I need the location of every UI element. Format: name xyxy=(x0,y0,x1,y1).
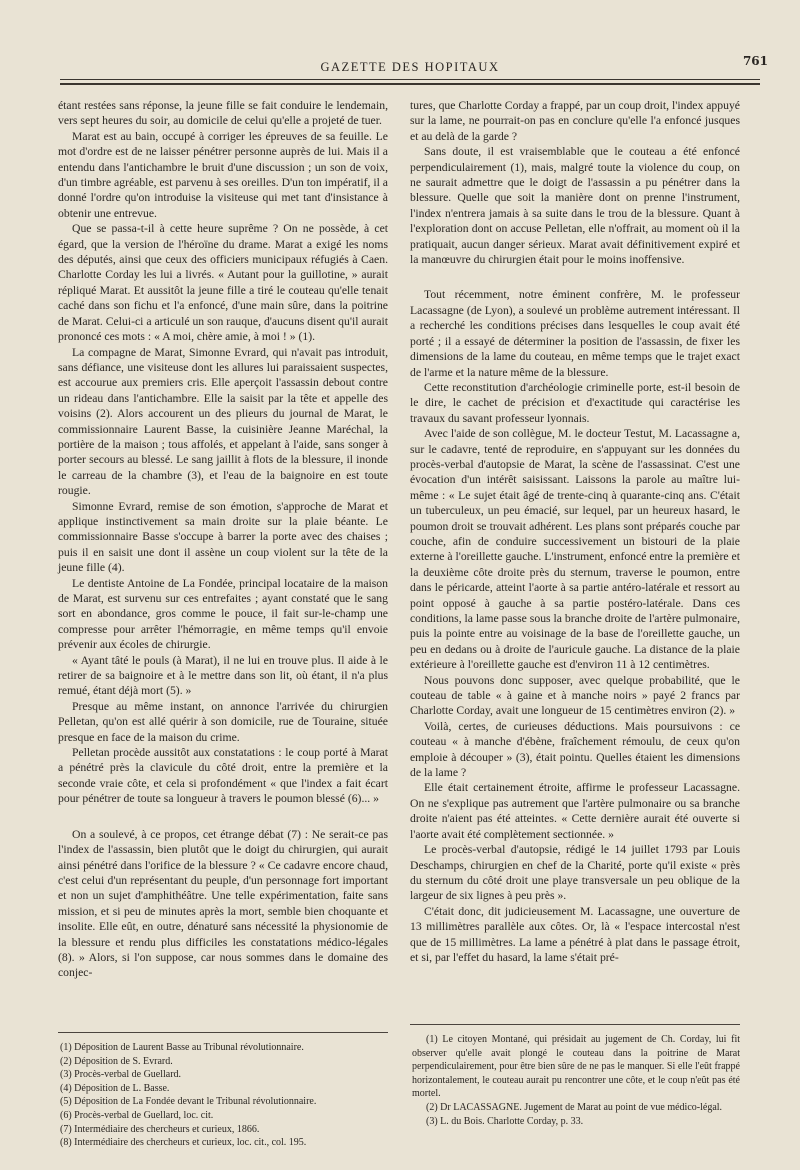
footnote: (6) Procès-verbal de Guellard, loc. cit. xyxy=(60,1109,214,1121)
paragraph: Presque au même instant, on annonce l'arrivée du chirurgien Pelletan, qu'on est allé quérir à son domicile, rue de Touraine, située presque en face de la maison du crime. xyxy=(58,699,388,744)
footnote: (3) Procès-verbal de Guellard. xyxy=(60,1069,182,1081)
paragraph: Voilà, certes, de curieuses déductions. Mais poursuivons : ce couteau « à manche d'ébène, fraîchement rémoulu, de ceux qu'on emploie à découper » (3), était pointu. Quelles étaient les dimensions de la lame ? xyxy=(410,719,740,780)
paragraph: Marat est au bain, occupé à corriger les épreuves de sa feuille. Le mot d'ordre est de ne laisser pénétrer personne auprès de lui. Mais il a entendu dans l'antichambre le bruit d'une discussion ; un son de voix, d'un timbre agréable, est parvenu à ses oreilles. D'un ton impératif, il a donné l'ordre qu'on introduise la visiteuse qui met tant d'insistance à obtenir une entrevue. xyxy=(58,129,388,220)
paragraph: Tout récemment, notre éminent confrère, M. le professeur Lacassagne (de Lyon), a soulevé un problème autrement intéressant. Il a recherché les conditions précises dans lesquelles le coup avait été porté ; il a essayé de déterminer la position de l'assassin, de fixer les dimensions de la lame du couteau, en même temps que le trajet exact de l'arme et la nature même de la blessure. xyxy=(410,288,740,379)
header-rule xyxy=(60,79,760,80)
paragraph: Simonne Evrard, remise de son émotion, s'approche de Marat et applique instinctivement sa main droite sur la plaie béante. Le commissionnaire Basse s'occupe à barrer la porte avec des chaises ; puis il en saisit une dont il assène un coup violent sur la tête de la jeune fille (4). xyxy=(58,499,388,575)
paragraph: Avec l'aide de son collègue, M. le docteur Testut, M. Lacassagne a, sur le cadavre, tenté de reproduire, en s'appuyant sur les données du procès-verbal d'autopsie de Marat, la scène de l'assassinat. C'est une évocation d'un intérêt saisissant. Laissons la parole au maître lui-même : « Le sujet était âgé de trente-cinq à quarante-cinq ans. C'était un tuberculeux, un peu émacié, sur lequel, par un heureux hasard, le poumon droit se trouvait adhérent. Les plans sont préparés couche par couche, afin de conduire successivement un bistouri de la plaie externe à l'oreillette gauche. L'instrument, enfoncé entre la première et la deuxième côte droite près du sternum, traverse le poumon, entre dans le péricarde, atteint l'aorte à sa partie antéro-latérale et ressort au point opposé à gauche à sa partie postéro-latérale. Dans ces conditions, la lame passe sous la branche droite de l'artère pulmonaire, puis la pointe entre au voisinage de la base de l'oreillette gauche, un peu en dedans ou à droite de l'auricule gauche. La distance de la plaie extérieure à l'oreillette gauche est d'environ 11 à 12 centimètres. xyxy=(410,427,740,672)
paragraph: Nous pouvons donc supposer, avec quelque probabilité, que le couteau de table « à gaine et à manche noirs » payé 2 francs par Charlotte Corday, avait une longueur de 15 centimètres environ (2). » xyxy=(410,673,740,718)
paragraph: Le dentiste Antoine de La Fondée, principal locataire de la maison de Marat, est survenu sur ces entrefaites ; ayant constaté que le sang sort en abondance, gros comme le pouce, il fait sur-le-champ une compresse pour arrêter l'hémorragie, en même temps qu'il envoie prévenir aux écoles de chirurgie. xyxy=(58,576,388,652)
footnote: (1) Le citoyen Montané, qui présidait au jugement de Ch. Corday, lui fit observer qu'elle avait plongé le couteau dans la poitrine de Marat perpendiculairement, pour être bien sûre de ne pas le manquer. Si elle l'eût frappé horizontalement, le couteau aurait pu rencontrer une côte, et le coup n'eût pas été mortel. xyxy=(412,1034,740,1100)
paragraph: Pelletan procède aussitôt aux constatations : le coup porté à Marat a pénétré près la clavicule du côté droit, entre la première et la seconde vraie côte, et cela si profondément « que l'index a fait écart pour pénétrer de toute sa longueur à travers le poumon blessé (6)... » xyxy=(58,746,388,806)
footnote-separator xyxy=(410,1024,740,1025)
footnote-separator xyxy=(58,1032,388,1033)
page-header xyxy=(60,52,768,88)
paragraph: « Ayant tâté le pouls (à Marat), il ne lui en trouve plus. Il aide à le retirer de sa baignoire et à le mettre dans son lit, où étant, il n'a plus remué, étant déjà mort (5). » xyxy=(58,653,388,698)
paragraph: On a soulevé, à ce propos, cet étrange débat (7) : Ne serait-ce pas l'index de l'assassin, bien plutôt que le doigt du chirurgien, qui aurait ainsi pénétré dans l'orifice de la blessure ? « Ce cadavre encore chaud, c'est celui d'un représentant du peuple, d'un personnage fort important et non un sujet d'amphithéâtre. Une telle expérimentation, faite sans mission, et si peu de minutes après la mort, semble bien choquante et insolite. Elle eût, en outre, dénaturé sans nécessité la physionomie de la blessure et rendu plus difficiles les constatations médico-légales (8). » Alors, si l'on suppose, car nous sommes dans le domaine des conjec- xyxy=(58,827,388,980)
header-rule-double xyxy=(60,83,760,85)
paragraph: Cette reconstitution d'archéologie criminelle porte, est-il besoin de le dire, le cachet de précision et d'exactitude qui caractérise les travaux du savant professeur lyonnais. xyxy=(410,380,740,425)
footnote: (4) Déposition de L. Basse. xyxy=(60,1082,170,1094)
footnote: (8) Intermédiaire des chercheurs et curieux, loc. cit., col. 195. xyxy=(60,1137,307,1149)
footnote: (3) L. du Bois. Charlotte Corday, p. 33. xyxy=(426,1115,584,1127)
paragraph: La compagne de Marat, Simonne Evrard, qui n'avait pas introduit, sans défiance, une visiteuse dont les allures lui paraissaient suspectes, est accourue aux premiers cris. Elle aperçoit l'assassin debout contre un rideau dans l'antichambre. Elle la saisit par la tête et appelle des voisins (2). Alors accourent un des plieurs du journal de Marat, le commissionnaire Laurent Basse, la cuisinière Jeanne Maréchal, la portière de la maison ; tous affolés, et appelant à l'aide, sans songer à porter secours au blessé. Le sang jaillit à flots de la blessure, il inonde le carreau de la chambre (3), et l'eau de la baignoire en est toute rougie. xyxy=(58,345,388,498)
page-number: 761 xyxy=(742,54,768,68)
running-title: GAZETTE DES HOPITAUX xyxy=(320,60,500,74)
paragraph: Sans doute, il est vraisemblable que le couteau a été enfoncé perpendiculairement (1), mais, malgré toute la violence du coup, on ne saurait admettre que le doigt de l'assassin a pu pénétrer dans la blessure. Quelle que soit la manière dont on prenne l'instrument, l'index n'entrera jamais à sa suite dans le trou de la blessure. Quant à l'exploration dont on accuse Pelletan, elle n'offrait, au moment où il la pratiquait, aucun danger sérieux. Marat avait définitivement expiré et la manœuvre du chirurgien était pour le moins inoffensive. xyxy=(410,145,740,267)
footnote: (7) Intermédiaire des chercheurs et curieux, 1866. xyxy=(60,1123,260,1135)
right-column xyxy=(410,98,740,965)
footnote: (5) Déposition de La Fondée devant le Tribunal révolutionnaire. xyxy=(60,1096,317,1108)
paragraph: étant restées sans réponse, la jeune fille se fait conduire le lendemain, vers sept heures du soir, au domicile de celui qu'elle a projeté de tuer. xyxy=(58,99,388,128)
footnote: (2) Déposition de S. Evrard. xyxy=(60,1055,173,1067)
footnote: (1) Déposition de Laurent Basse au Tribunal révolutionnaire. xyxy=(60,1042,304,1053)
paragraph: Que se passa-t-il à cette heure suprême ? On ne possède, à cet égard, que la version de l'héroïne du drame. Marat a exigé les noms des députés, ainsi que ceux des officiers municipaux réfugiés à Caen. Charlotte Corday les lui a livrés. « Autant pour la guillotine, » aurait répliqué Marat. Et aussitôt la jeune fille a tiré le couteau qu'elle tenait caché dans son fichu et l'a enfoncé, d'une main sûre, dans la poitrine de Marat. Celui-ci a articulé un son rauque, d'aucuns disent qu'il aurait prononcé ces mots : « A moi, chère amie, à moi ! » (1). xyxy=(58,222,388,344)
right-footnotes xyxy=(410,1024,740,1128)
paragraph: Elle était certainement étroite, affirme le professeur Lacassagne. On ne s'explique pas autrement que l'artère pulmonaire ou sa branche droite n'aient pas été atteintes. « Cette dernière aurait été ouverte si l'aorte avait été complètement sectionnée. » xyxy=(410,781,740,841)
paragraph: C'était donc, dit judicieusement M. Lacassagne, une ouverture de 13 millimètres parallèle aux côtes. Or, là « l'espace intercostal n'est que de 15 millimètres. La lame a pénétré à plat dans le passage étroit, et si, par l'effet du hasard, la lame s'était pré- xyxy=(410,904,740,964)
footnote: (2) Dr LACASSAGNE. Jugement de Marat au point de vue médico-légal. xyxy=(426,1101,723,1113)
paragraph: Le procès-verbal d'autopsie, rédigé le 14 juillet 1793 par Louis Deschamps, chirurgien en chef de la Charité, porte qu'il existe « près du sternum du côté droit une playe transversale un peu oblique de la largeur de six lignes à peu près ». xyxy=(410,843,740,903)
left-footnotes xyxy=(58,1032,388,1150)
left-column xyxy=(58,98,388,981)
paragraph: tures, que Charlotte Corday a frappé, par un coup droit, l'index appuyé sur la lame, ne pourrait-on pas en conclure qu'elle l'a enfoncé jusques et au delà de la garde ? xyxy=(410,99,740,143)
